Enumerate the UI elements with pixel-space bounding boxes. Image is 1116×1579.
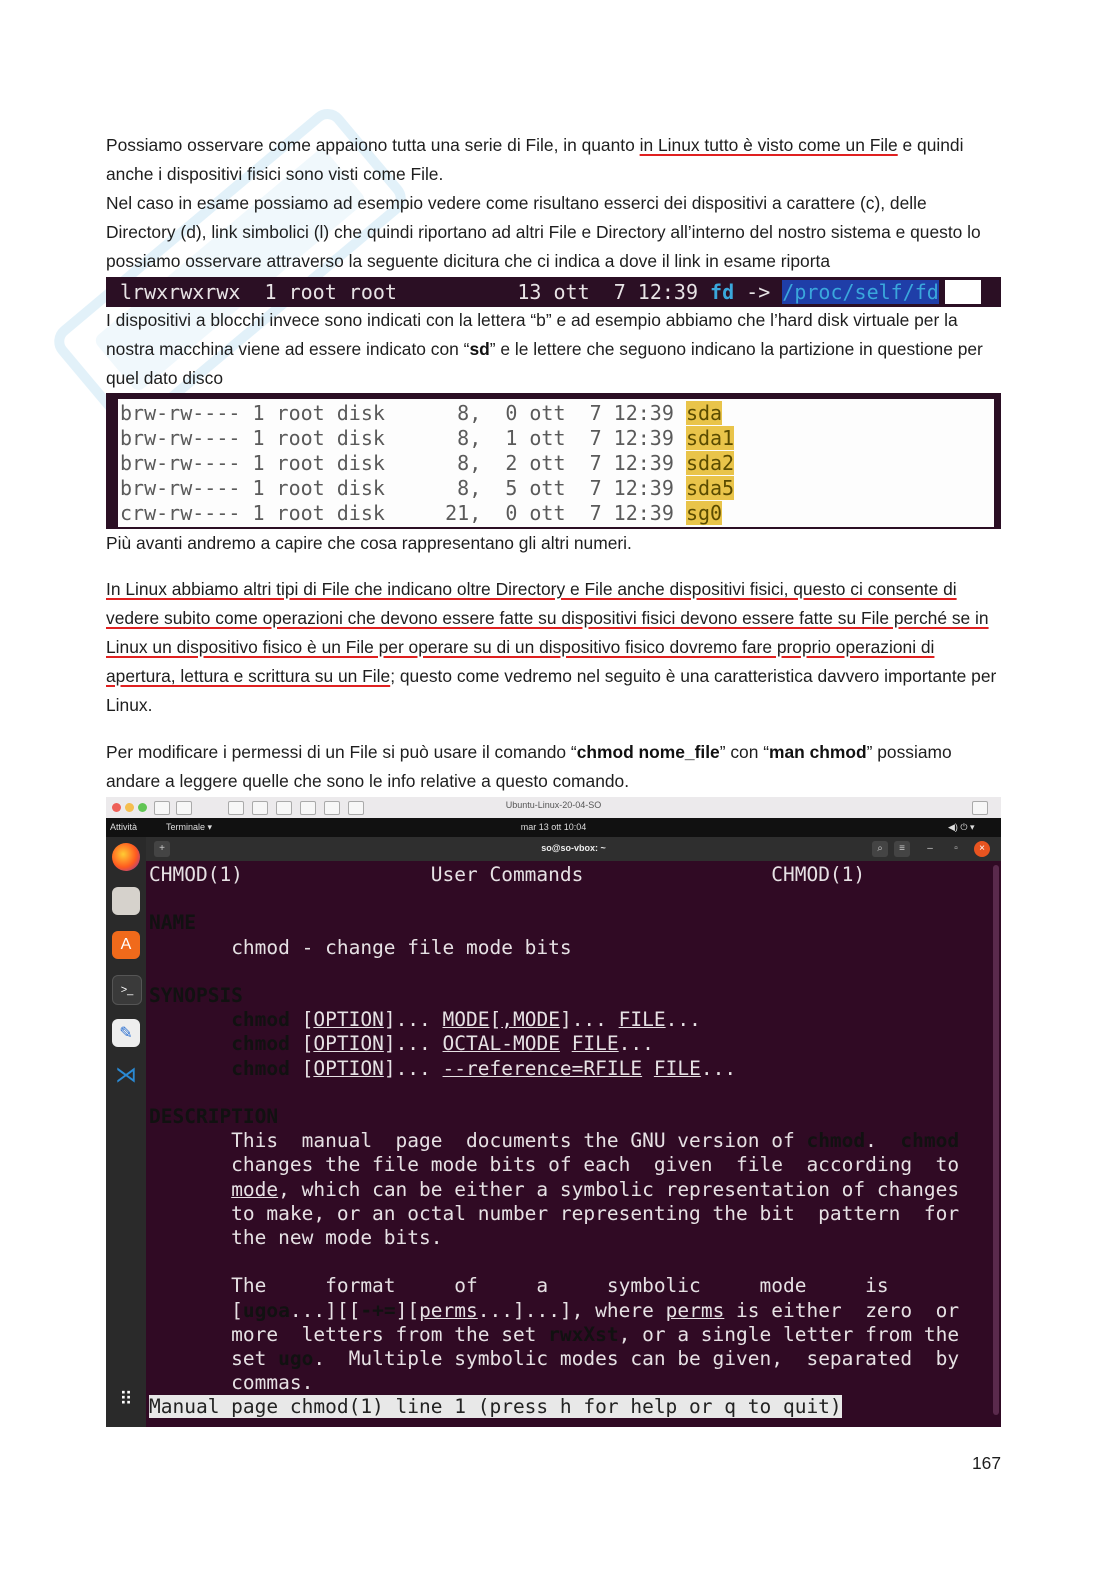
underlined-text: in Linux tutto è visto come un File [639,135,898,155]
symlink-info: 1 root root 13 ott 7 12:39 [240,280,711,304]
device-name: sg0 [685,501,723,525]
text-span: ” possiamo andare a leggere quelle che sono le info relative a questo comando. [106,742,952,791]
terminal-content [146,861,993,1427]
system-tray-icon[interactable]: ◀) ⏻ ▾ [948,822,975,832]
maximize-icon[interactable]: ▫ [954,843,958,854]
terminal-scrollbar[interactable] [993,865,999,1415]
close-icon[interactable]: × [974,841,990,857]
text-span: e quindi anche i dispositivi fisici sono visti come File. [106,135,964,184]
device-name: sda [685,401,723,425]
text-editor-icon[interactable]: ✎ [112,1019,140,1047]
symlink-terminal-strip [106,277,1001,307]
symlink-arrow: -> [734,280,783,304]
devices-terminal-strip [106,393,1001,529]
device-row: brw-rw---- 1 root disk 8, 0 ott 7 12:39 sda [120,401,723,425]
app-menu[interactable]: Terminale ▾ [166,822,213,832]
bold-text: sd [469,339,490,359]
man-page-text: CHMOD(1) User Commands CHMOD(1) NAME chmod - change file mode bits SYNOPSIS chmod [OPTION]... MODE[,MODE]... FILE... chmod [OPTION]... OCTAL-MODE FILE... chmod [OPTION]... --reference=RFILE FILE... DESCRIPTION This manual page documents the GNU version of chmod. chmod changes the file mode bits of each given file according to mode, which can be either a symbolic representation of changes to make, or an octal number representing the bit pattern for the new mode bits. The format of a symbolic mode is [ugoa...][[-+=][perms...]...], where perms is either zero or more letters from the set rwxXst, or a single letter from the set ugo. Multiple symbolic modes can be given, separated by commas. Manual page chmod(1) line 1 (press h for help or q to quit) [149,863,960,1419]
cursor-box [945,280,981,304]
man-name-line: chmod - change file mode bits [231,935,572,959]
vm-screenshot [106,797,1001,1427]
device-row: crw-rw---- 1 root disk 21, 0 ott 7 12:39 sg0 [120,501,723,525]
device-row: brw-rw---- 1 root disk 8, 1 ott 7 12:39 sda1 [120,426,735,450]
activities-button[interactable]: Attività [110,822,138,832]
man-status-line: Manual page chmod(1) line 1 (press h for help or q to quit) [149,1395,842,1419]
text-span: Possiamo osservare come appaiono tutta una serie di File, in quanto [106,135,640,155]
page-number: 167 [971,1453,1001,1473]
man-header-right: CHMOD(1) [771,863,866,886]
ubuntu-dock [106,837,146,1427]
software-center-icon[interactable]: A [112,931,140,959]
text-span: Per modificare i permessi di un File si può usare il comando “ [106,742,577,762]
text-span: I dispositivi a blocchi invece sono indicati con la lettera “b” e ad esempio abbiamo che l’hard disk virtuale per la nostra macchina viene ad essere indicato con “ [106,310,958,359]
man-header-center: User Commands [430,863,584,886]
topbar-clock[interactable]: mar 13 ott 10:04 [520,822,587,832]
man-header-left: CHMOD(1) [149,863,243,886]
paragraph-block-devices [106,306,1001,393]
minimize-icon[interactable]: – [927,843,933,854]
symlink-name: fd [710,280,735,304]
files-icon[interactable] [112,887,140,915]
device-name: sda5 [685,476,735,500]
paragraph-device-types: Nel caso in esame possiamo ad esempio vedere come risultano esserci dei dispositivi a carattere (c), delle Directory (d), link simbolici (l) che quindi riportano ad altri File e Directory all’interno del nostro sistema e questo lo possiamo osservare attraverso la seguente dicitura che ci indica a dove il link in esame riporta [106,193,981,271]
man-section-synopsis: SYNOPSIS [149,984,243,1008]
symlink-perms: lrwxrwxrwx [120,280,241,304]
terminal-title: so@so-vbox: ~ [541,843,606,853]
man-section-description: DESCRIPTION [149,1105,279,1129]
devices-listing [120,401,734,526]
terminal-titlebar [146,837,1001,861]
terminal-dock-icon[interactable]: >_ [112,975,142,1005]
underlined-text: In Linux abbiamo altri tipi di File che indicano oltre Directory e File anche dispositivi fisici, questo ci consente di vedere subito come operazioni che devono essere fatte su dispositivi fisici devono essere fatte su File perché se in Linux un dispositivo fisico è un File per operare su di un dispositivo fisico dovremo fare proprio operazioni di apertura, lettura e scrittura su un File [106,579,989,686]
show-apps-grid-icon[interactable]: ⠿ [119,1388,133,1409]
text-span: ; questo come vedremo nel seguito è una caratteristica davvero importante per Linux. [106,666,997,715]
device-row: brw-rw---- 1 root disk 8, 2 ott 7 12:39 sda2 [120,451,735,475]
search-icon[interactable]: ⌕ [872,841,888,857]
text-span: ” e le lettere che seguono indicano la partizione in questione per quel dato disco [106,339,983,388]
vm-window-title: Ubuntu-Linux-20-04-SO [505,800,602,810]
paragraph-chmod [106,738,1001,796]
symlink-target: /proc/self/fd [782,280,939,304]
hamburger-menu-icon[interactable]: ≡ [894,841,910,857]
paragraph-other-numbers: Più avanti andremo a capire che cosa rappresentano gli altri numeri. [106,533,632,553]
bold-text: man chmod [769,742,867,762]
device-row: brw-rw---- 1 root disk 8, 5 ott 7 12:39 sda5 [120,476,735,500]
paragraph-files-intro [106,131,1001,189]
vm-window-titlebar [106,797,1001,819]
firefox-icon[interactable] [112,843,140,871]
device-name: sda2 [685,451,735,475]
paragraph-linux-file-types [106,575,1001,720]
bold-text: chmod nome_file [576,742,720,762]
man-section-name: NAME [149,911,196,935]
new-tab-icon[interactable]: + [154,841,170,857]
vscode-icon[interactable]: ⋊ [115,1062,137,1087]
text-span: ” con “ [719,742,770,762]
gnome-topbar [106,818,1001,837]
device-name: sda1 [685,426,735,450]
